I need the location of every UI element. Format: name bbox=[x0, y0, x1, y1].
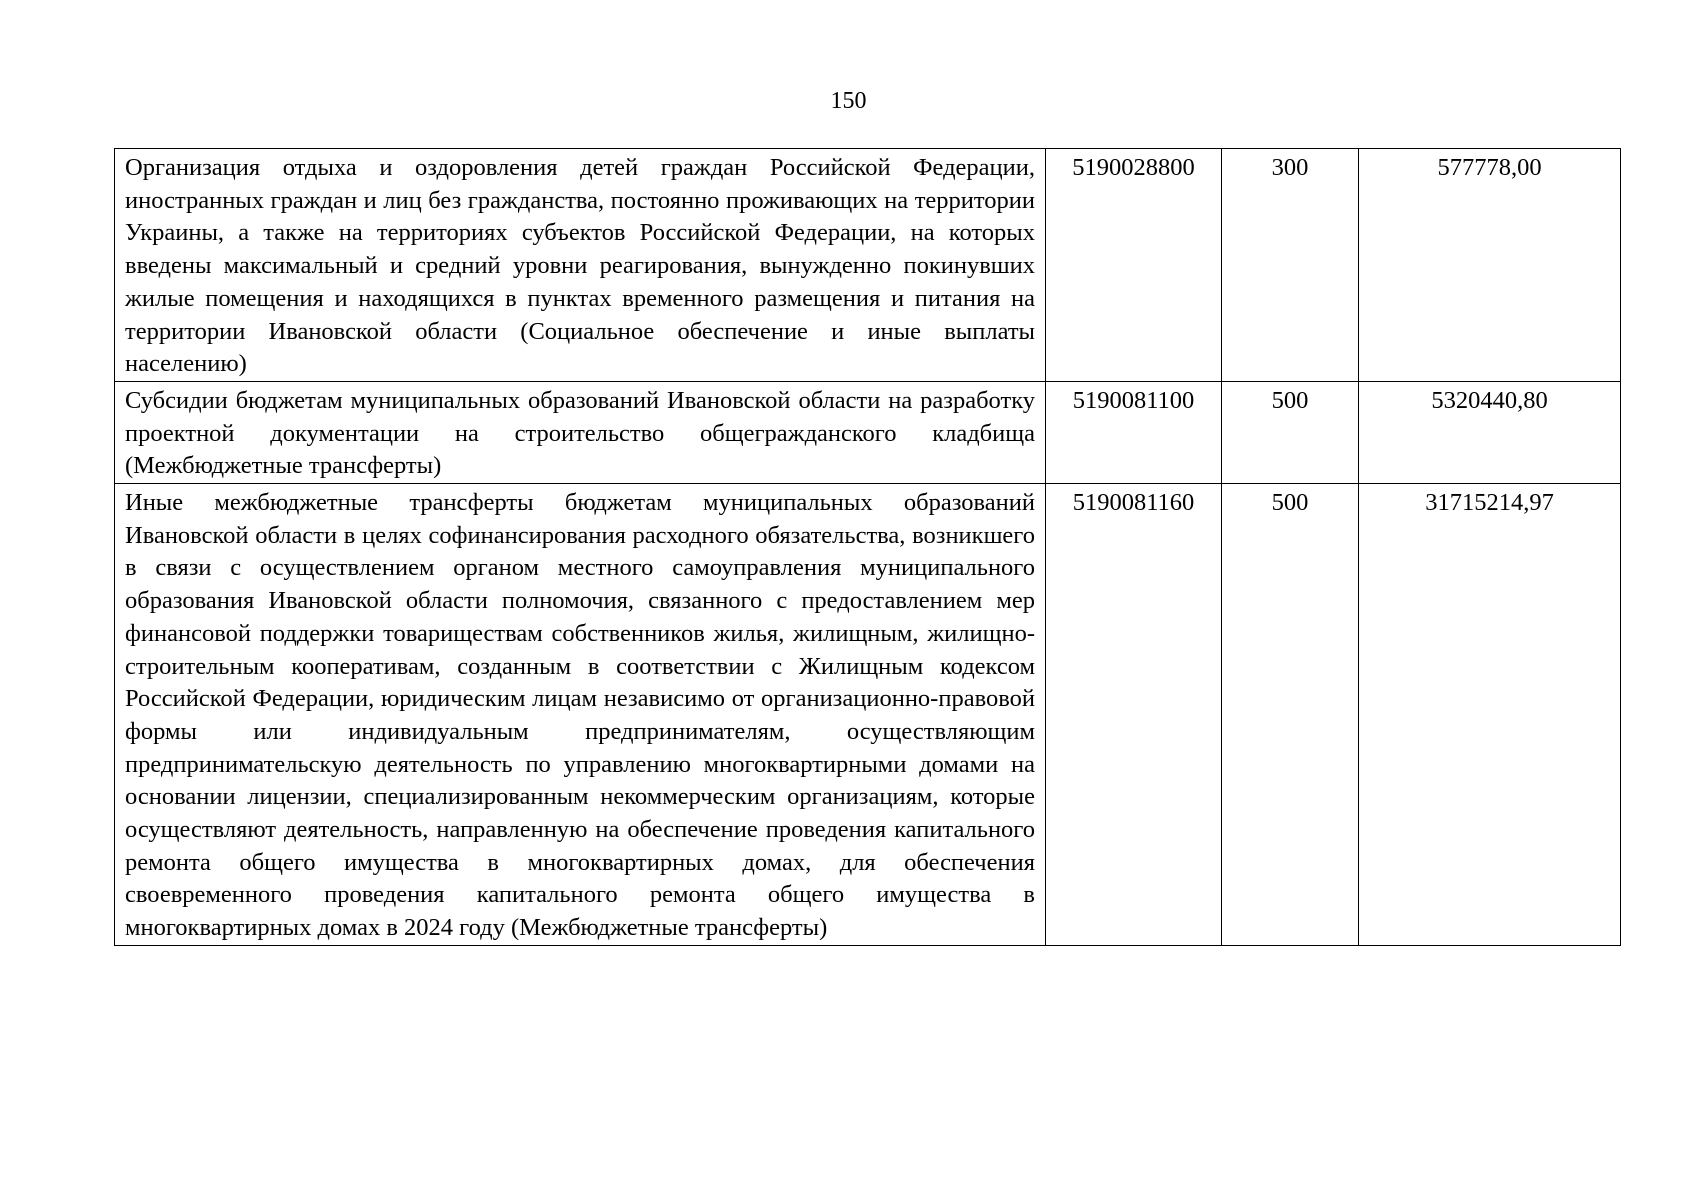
page-number: 150 bbox=[830, 88, 867, 114]
row-description: Субсидии бюджетам муниципальных образований Ивановской области на разработку проектной документации на строительство общегражданского кладбища (Межбюджетные трансферты) bbox=[115, 381, 1046, 483]
row-description: Организация отдыха и оздоровления детей граждан Российской Федерации, иностранных граждан и лиц без гражданства, постоянно проживающих на территории Украины, а также на территориях субъектов Российской Федерации, на которых введены максимальный и средний уровни реагирования, вынужденно покинувших жилые помещения и находящихся в пунктах временного размещения и питания на территории Ивановской области (Социальное обеспечение и иные выплаты населению) bbox=[115, 149, 1046, 382]
row-description: Иные межбюджетные трансферты бюджетам муниципальных образований Ивановской области в целях софинансирования расходного обязательства, возникшего в связи с осуществлением органом местного самоуправления муниципального образования Ивановской области полномочия, связанного с предоставлением мер финансовой поддержки товариществам собственников жилья, жилищным, жилищно-строительным кооперативам, созданным в соответствии с Жилищным кодексом Российской Федерации, юридическим лицам независимо от организационно-правовой формы или индивидуальным предпринимателям, осуществляющим предпринимательскую деятельность по управлению многоквартирными домами на основании лицензии, специализированным некоммерческим организациям, которые осуществляют деятельность, направленную на обеспечение проведения капитального ремонта общего имущества в многоквартирных домах, для обеспечения своевременного проведения капитального ремонта общего имущества в многоквартирных домах в 2024 году (Межбюджетные трансферты) bbox=[115, 484, 1046, 946]
row-amount: 577778,00 bbox=[1359, 149, 1621, 382]
row-expense-type: 500 bbox=[1222, 484, 1359, 946]
row-target-code: 5190028800 bbox=[1046, 149, 1222, 382]
row-expense-type: 300 bbox=[1222, 149, 1359, 382]
budget-table bbox=[114, 148, 1621, 946]
row-amount: 5320440,80 bbox=[1359, 381, 1621, 483]
row-expense-type: 500 bbox=[1222, 381, 1359, 483]
row-target-code: 5190081160 bbox=[1046, 484, 1222, 946]
row-amount: 31715214,97 bbox=[1359, 484, 1621, 946]
table-row bbox=[115, 484, 1621, 946]
table-row bbox=[115, 381, 1621, 483]
row-target-code: 5190081100 bbox=[1046, 381, 1222, 483]
table-row bbox=[115, 149, 1621, 382]
